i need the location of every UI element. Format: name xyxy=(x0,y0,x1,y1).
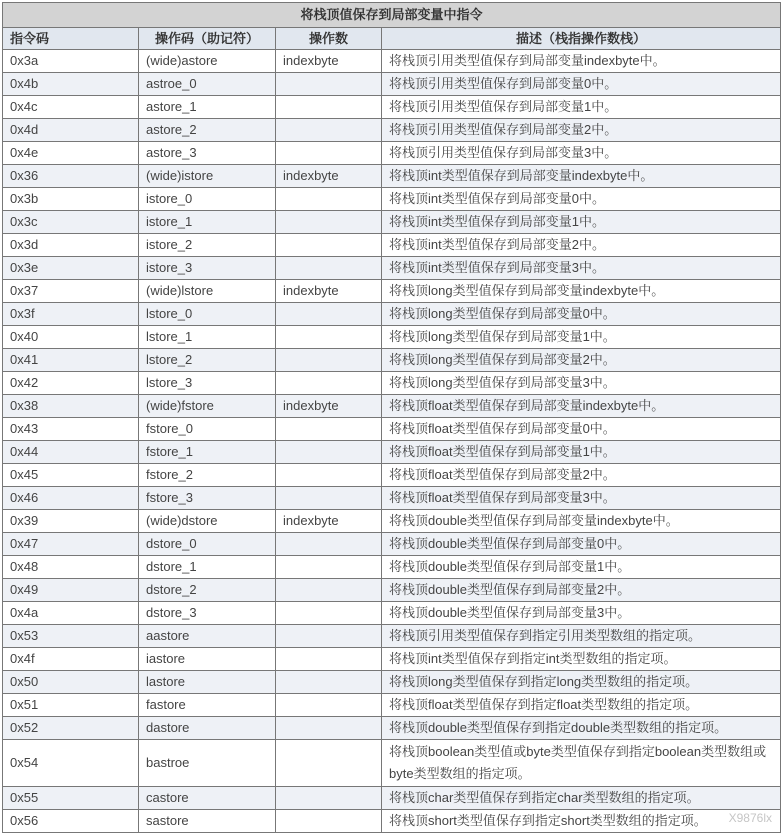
table-title: 将栈顶值保存到局部变量中指令 xyxy=(3,3,781,28)
header-mnemonic: 操作码（助记符） xyxy=(139,28,276,50)
cell-operand xyxy=(276,211,382,234)
cell-operand xyxy=(276,257,382,280)
cell-mnemonic: (wide)fstore xyxy=(139,395,276,418)
cell-opcode: 0x56 xyxy=(3,810,139,833)
cell-description: 将栈顶long类型值保存到局部变量3中。 xyxy=(382,372,781,395)
cell-mnemonic: fstore_0 xyxy=(139,418,276,441)
cell-opcode: 0x3b xyxy=(3,188,139,211)
cell-mnemonic: fstore_1 xyxy=(139,441,276,464)
cell-description: 将栈顶引用类型值保存到局部变量3中。 xyxy=(382,142,781,165)
cell-operand xyxy=(276,556,382,579)
table-row xyxy=(3,556,781,579)
cell-opcode: 0x4b xyxy=(3,73,139,96)
cell-mnemonic: dstore_3 xyxy=(139,602,276,625)
cell-operand xyxy=(276,717,382,740)
cell-mnemonic: bastroe xyxy=(139,740,276,787)
table-row xyxy=(3,418,781,441)
table-row xyxy=(3,441,781,464)
cell-opcode: 0x42 xyxy=(3,372,139,395)
cell-operand xyxy=(276,73,382,96)
cell-operand xyxy=(276,441,382,464)
cell-description: 将栈顶double类型值保存到局部变量0中。 xyxy=(382,533,781,556)
cell-operand xyxy=(276,142,382,165)
cell-opcode: 0x54 xyxy=(3,740,139,787)
cell-mnemonic: astore_1 xyxy=(139,96,276,119)
cell-description: 将栈顶double类型值保存到指定double类型数组的指定项。 xyxy=(382,717,781,740)
cell-mnemonic: astroe_0 xyxy=(139,73,276,96)
table-row xyxy=(3,602,781,625)
cell-mnemonic: astore_3 xyxy=(139,142,276,165)
table-row xyxy=(3,694,781,717)
table-row xyxy=(3,787,781,810)
cell-opcode: 0x50 xyxy=(3,671,139,694)
table-row xyxy=(3,464,781,487)
cell-operand xyxy=(276,119,382,142)
cell-description: 将栈顶float类型值保存到局部变量2中。 xyxy=(382,464,781,487)
table-body xyxy=(3,50,781,833)
cell-mnemonic: dstore_0 xyxy=(139,533,276,556)
cell-operand xyxy=(276,787,382,810)
cell-opcode: 0x51 xyxy=(3,694,139,717)
cell-opcode: 0x4f xyxy=(3,648,139,671)
cell-description: 将栈顶long类型值保存到局部变量indexbyte中。 xyxy=(382,280,781,303)
table-row xyxy=(3,533,781,556)
cell-opcode: 0x53 xyxy=(3,625,139,648)
cell-mnemonic: lstore_3 xyxy=(139,372,276,395)
cell-opcode: 0x45 xyxy=(3,464,139,487)
cell-description: 将栈顶boolean类型值或byte类型值保存到指定boolean类型数组或byte类型数组的指定项。 xyxy=(382,740,781,787)
cell-operand xyxy=(276,349,382,372)
cell-mnemonic: fstore_3 xyxy=(139,487,276,510)
cell-operand xyxy=(276,372,382,395)
cell-operand xyxy=(276,234,382,257)
table-row xyxy=(3,211,781,234)
cell-description: 将栈顶引用类型值保存到局部变量2中。 xyxy=(382,119,781,142)
table-row xyxy=(3,188,781,211)
cell-description: 将栈顶引用类型值保存到局部变量1中。 xyxy=(382,96,781,119)
cell-mnemonic: dstore_2 xyxy=(139,579,276,602)
table-row xyxy=(3,717,781,740)
cell-mnemonic: istore_2 xyxy=(139,234,276,257)
cell-operand xyxy=(276,810,382,833)
cell-mnemonic: (wide)dstore xyxy=(139,510,276,533)
cell-mnemonic: lstore_2 xyxy=(139,349,276,372)
cell-description: 将栈顶long类型值保存到局部变量0中。 xyxy=(382,303,781,326)
cell-mnemonic: (wide)istore xyxy=(139,165,276,188)
cell-description: 将栈顶float类型值保存到局部变量3中。 xyxy=(382,487,781,510)
cell-operand: indexbyte xyxy=(276,395,382,418)
table-row xyxy=(3,142,781,165)
cell-operand xyxy=(276,740,382,787)
cell-opcode: 0x3f xyxy=(3,303,139,326)
cell-mnemonic: lstore_0 xyxy=(139,303,276,326)
watermark: X9876lx xyxy=(728,811,772,825)
cell-opcode: 0x48 xyxy=(3,556,139,579)
cell-mnemonic: astore_2 xyxy=(139,119,276,142)
cell-description: 将栈顶long类型值保存到局部变量1中。 xyxy=(382,326,781,349)
table-row xyxy=(3,810,781,833)
cell-description: 将栈顶long类型值保存到局部变量2中。 xyxy=(382,349,781,372)
cell-operand xyxy=(276,625,382,648)
cell-description: 将栈顶double类型值保存到局部变量indexbyte中。 xyxy=(382,510,781,533)
table-row xyxy=(3,326,781,349)
cell-mnemonic: lstore_1 xyxy=(139,326,276,349)
table-row xyxy=(3,234,781,257)
table-row xyxy=(3,257,781,280)
cell-description: 将栈顶int类型值保存到局部变量3中。 xyxy=(382,257,781,280)
cell-opcode: 0x4a xyxy=(3,602,139,625)
table-row xyxy=(3,119,781,142)
cell-mnemonic: aastore xyxy=(139,625,276,648)
cell-mnemonic: istore_1 xyxy=(139,211,276,234)
table-row xyxy=(3,50,781,73)
cell-operand xyxy=(276,326,382,349)
cell-description: 将栈顶int类型值保存到局部变量2中。 xyxy=(382,234,781,257)
table-row xyxy=(3,280,781,303)
cell-operand: indexbyte xyxy=(276,50,382,73)
table-row xyxy=(3,165,781,188)
table-row xyxy=(3,671,781,694)
cell-operand xyxy=(276,579,382,602)
cell-mnemonic: sastore xyxy=(139,810,276,833)
cell-opcode: 0x55 xyxy=(3,787,139,810)
cell-opcode: 0x38 xyxy=(3,395,139,418)
table-row xyxy=(3,395,781,418)
table-title-row xyxy=(3,3,781,28)
cell-mnemonic: lastore xyxy=(139,671,276,694)
cell-opcode: 0x44 xyxy=(3,441,139,464)
cell-operand xyxy=(276,694,382,717)
table-row xyxy=(3,372,781,395)
cell-opcode: 0x36 xyxy=(3,165,139,188)
cell-operand: indexbyte xyxy=(276,280,382,303)
cell-mnemonic: dstore_1 xyxy=(139,556,276,579)
cell-mnemonic: iastore xyxy=(139,648,276,671)
cell-operand xyxy=(276,418,382,441)
cell-mnemonic: (wide)astore xyxy=(139,50,276,73)
instruction-table xyxy=(2,2,781,833)
cell-description: 将栈顶float类型值保存到指定float类型数组的指定项。 xyxy=(382,694,781,717)
cell-opcode: 0x52 xyxy=(3,717,139,740)
cell-operand xyxy=(276,303,382,326)
header-description: 描述（栈指操作数栈） xyxy=(382,28,781,50)
table-row xyxy=(3,625,781,648)
table-header-row xyxy=(3,28,781,50)
cell-operand xyxy=(276,648,382,671)
cell-mnemonic: istore_3 xyxy=(139,257,276,280)
cell-description: 将栈顶short类型值保存到指定short类型数组的指定项。 xyxy=(382,810,781,833)
cell-description: 将栈顶float类型值保存到局部变量1中。 xyxy=(382,441,781,464)
cell-mnemonic: dastore xyxy=(139,717,276,740)
cell-opcode: 0x43 xyxy=(3,418,139,441)
table-row xyxy=(3,648,781,671)
cell-opcode: 0x3a xyxy=(3,50,139,73)
cell-opcode: 0x4d xyxy=(3,119,139,142)
cell-opcode: 0x40 xyxy=(3,326,139,349)
cell-description: 将栈顶char类型值保存到指定char类型数组的指定项。 xyxy=(382,787,781,810)
header-opcode: 指令码 xyxy=(3,28,139,50)
cell-description: 将栈顶float类型值保存到局部变量0中。 xyxy=(382,418,781,441)
cell-mnemonic: fastore xyxy=(139,694,276,717)
cell-opcode: 0x3c xyxy=(3,211,139,234)
cell-opcode: 0x46 xyxy=(3,487,139,510)
cell-mnemonic: castore xyxy=(139,787,276,810)
cell-operand: indexbyte xyxy=(276,165,382,188)
cell-operand xyxy=(276,188,382,211)
cell-operand xyxy=(276,671,382,694)
cell-operand: indexbyte xyxy=(276,510,382,533)
cell-opcode: 0x47 xyxy=(3,533,139,556)
cell-description: 将栈顶引用类型值保存到指定引用类型数组的指定项。 xyxy=(382,625,781,648)
cell-opcode: 0x4c xyxy=(3,96,139,119)
table-row xyxy=(3,96,781,119)
cell-operand xyxy=(276,602,382,625)
header-operand: 操作数 xyxy=(276,28,382,50)
cell-operand xyxy=(276,464,382,487)
cell-opcode: 0x3e xyxy=(3,257,139,280)
table-row xyxy=(3,510,781,533)
cell-description: 将栈顶引用类型值保存到局部变量0中。 xyxy=(382,73,781,96)
table-row xyxy=(3,740,781,787)
cell-description: 将栈顶double类型值保存到局部变量2中。 xyxy=(382,579,781,602)
cell-operand xyxy=(276,96,382,119)
table-row xyxy=(3,487,781,510)
cell-description: 将栈顶引用类型值保存到局部变量indexbyte中。 xyxy=(382,50,781,73)
table-row xyxy=(3,73,781,96)
table-row xyxy=(3,303,781,326)
cell-opcode: 0x39 xyxy=(3,510,139,533)
cell-description: 将栈顶int类型值保存到指定int类型数组的指定项。 xyxy=(382,648,781,671)
cell-opcode: 0x4e xyxy=(3,142,139,165)
cell-description: 将栈顶double类型值保存到局部变量1中。 xyxy=(382,556,781,579)
cell-mnemonic: (wide)lstore xyxy=(139,280,276,303)
cell-operand xyxy=(276,533,382,556)
cell-opcode: 0x41 xyxy=(3,349,139,372)
cell-opcode: 0x37 xyxy=(3,280,139,303)
table-row xyxy=(3,349,781,372)
cell-description: 将栈顶int类型值保存到局部变量1中。 xyxy=(382,211,781,234)
cell-mnemonic: istore_0 xyxy=(139,188,276,211)
cell-opcode: 0x49 xyxy=(3,579,139,602)
cell-opcode: 0x3d xyxy=(3,234,139,257)
cell-description: 将栈顶float类型值保存到局部变量indexbyte中。 xyxy=(382,395,781,418)
cell-description: 将栈顶int类型值保存到局部变量indexbyte中。 xyxy=(382,165,781,188)
cell-description: 将栈顶int类型值保存到局部变量0中。 xyxy=(382,188,781,211)
cell-description: 将栈顶double类型值保存到局部变量3中。 xyxy=(382,602,781,625)
table-row xyxy=(3,579,781,602)
cell-mnemonic: fstore_2 xyxy=(139,464,276,487)
cell-operand xyxy=(276,487,382,510)
cell-description: 将栈顶long类型值保存到指定long类型数组的指定项。 xyxy=(382,671,781,694)
